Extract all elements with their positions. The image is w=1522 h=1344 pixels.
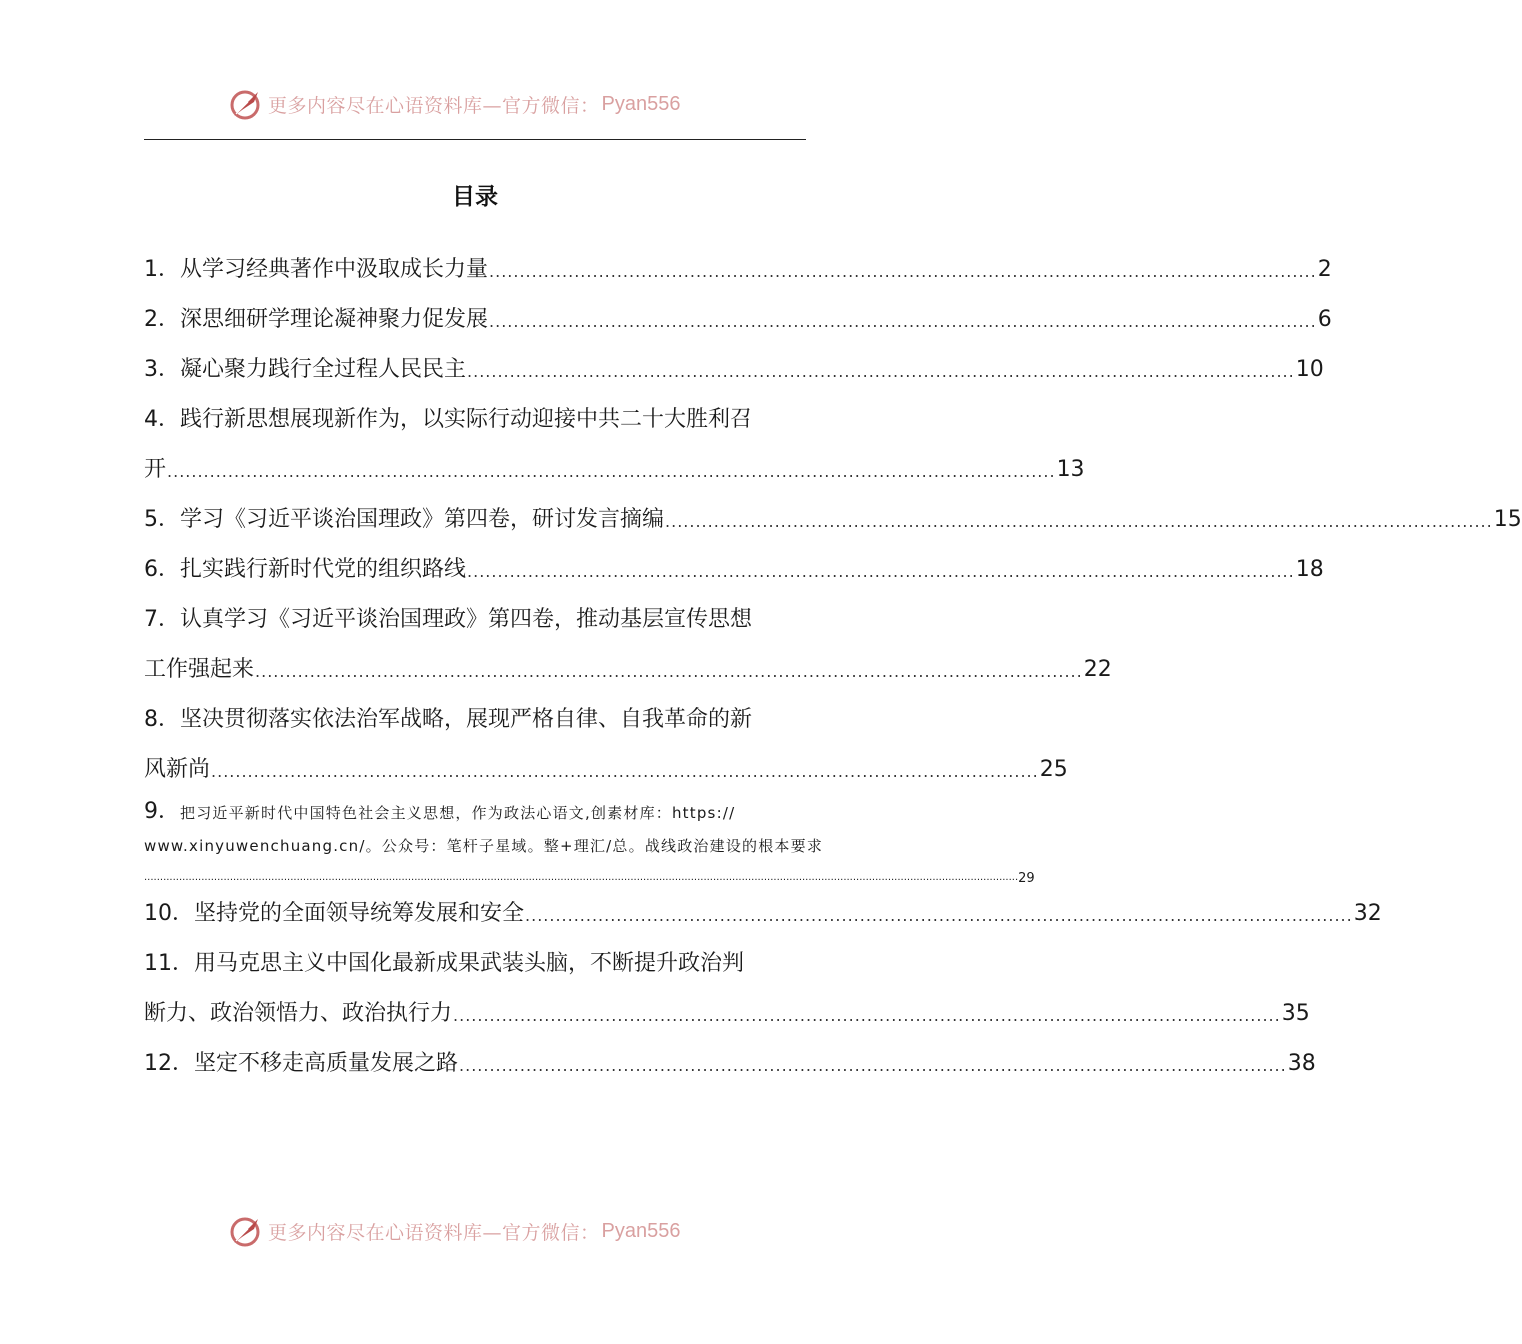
entry-number: 3． — [144, 357, 180, 382]
entry-page: 18 — [1295, 557, 1324, 582]
entry-title: 坚决贯彻落实依法治军战略，展现严格自律、自我革命的新 — [180, 707, 753, 732]
entry-page: 35 — [1281, 1001, 1310, 1026]
table-of-contents — [144, 245, 1522, 1089]
toc-entry-8[interactable] — [144, 695, 1068, 795]
entry-page: 13 — [1056, 457, 1085, 482]
entry-title: 坚定不移走高质量发展之路 — [194, 1051, 459, 1076]
dot-leader: ........................................................................................................................................ — [467, 562, 1295, 581]
toc-entry-2[interactable] — [144, 295, 1332, 345]
entry-number: 1． — [144, 257, 180, 282]
entry-title: 坚持党的全面领导统筹发展和安全 — [194, 901, 525, 926]
entry-number: 6． — [144, 557, 180, 582]
dot-leader: ........................................................................................................................................ — [525, 906, 1353, 925]
entry-title: 用马克思主义中国化最新成果武装头脑，不断提升政治判 — [194, 951, 745, 976]
toc-entry-6[interactable] — [144, 545, 1324, 595]
quill-logo-icon — [228, 86, 264, 122]
dot-leader: ........................................................................................................................................ — [665, 512, 1493, 531]
entry-title: 凝心聚力践行全过程人民民主 — [180, 357, 467, 382]
dot-leader: ........................................................................................................................................ — [211, 762, 1039, 781]
entry-number: 4． — [144, 407, 180, 432]
toc-entry-5[interactable] — [144, 495, 1522, 545]
entry-title-cont: 断力、政治领悟力、政治执行力 — [144, 1001, 453, 1026]
entry-number: 12． — [144, 1051, 194, 1076]
dot-leader: ........................................................................................................................................ — [255, 662, 1083, 681]
toc-entry-9[interactable] — [144, 795, 1035, 889]
entry-title: 学习《习近平谈治国理政》第四卷，研讨发言摘编 — [180, 507, 665, 532]
watermark-text: 更多内容尽在心语资料库—官方微信： — [268, 94, 600, 117]
entry-page: 10 — [1295, 357, 1324, 382]
entry-number: 5． — [144, 507, 180, 532]
watermark-id: Pyan556 — [601, 1219, 681, 1242]
entry-page: 29 — [1018, 871, 1035, 886]
entry-number: 7． — [144, 607, 180, 632]
dot-leader: ........................................................................................................................................ — [459, 1056, 1287, 1075]
entry-page: 38 — [1287, 1051, 1316, 1076]
toc-entry-11[interactable] — [144, 939, 1310, 1039]
quill-logo-icon — [228, 1213, 264, 1249]
entry-title: 从学习经典著作中汲取成长力量 — [180, 257, 489, 282]
entry-page: 22 — [1083, 657, 1112, 682]
toc-entry-4[interactable] — [144, 395, 1085, 495]
watermark-id: Pyan556 — [601, 92, 681, 115]
entry-title: 深思细研学理论凝神聚力促发展 — [180, 307, 489, 332]
toc-entry-12[interactable] — [144, 1039, 1316, 1089]
entry-page: 32 — [1353, 901, 1382, 926]
header-watermark — [228, 84, 748, 124]
toc-entry-3[interactable] — [144, 345, 1324, 395]
entry-title: 扎实践行新时代党的组织路线 — [180, 557, 467, 582]
dot-leader: ........................................................................................................................................ — [489, 312, 1317, 331]
entry-number: 2． — [144, 307, 180, 332]
entry-page: 25 — [1039, 757, 1068, 782]
entry-number: 8． — [144, 707, 180, 732]
entry-number: 9． — [144, 799, 180, 824]
dot-leader: ................................................................................................................................................................................................................................................................................... — [144, 872, 1019, 883]
page-title: 目录 — [452, 184, 498, 210]
toc-entry-10[interactable] — [144, 889, 1382, 939]
entry-title-cont: 开 — [144, 457, 167, 482]
dot-leader: ........................................................................................................................................ — [467, 362, 1295, 381]
dot-leader: ........................................................................................................................................ — [489, 262, 1317, 281]
entry-title: 把习近平新时代中国特色社会主义思想，作为政法心语文,创素材库：https:// — [180, 804, 736, 822]
entry-page: 15 — [1493, 507, 1522, 532]
entry-title-cont: 风新尚 — [144, 757, 211, 782]
footer-watermark — [228, 1211, 748, 1251]
entry-page: 2 — [1317, 257, 1332, 282]
header-rule — [144, 139, 806, 140]
entry-title: 认真学习《习近平谈治国理政》第四卷，推动基层宣传思想 — [180, 607, 753, 632]
entry-number: 10． — [144, 901, 194, 926]
entry-title-cont: www.xinyuwenchuang.cn/。公众号：笔杆子星域。整+理汇/总。战线政治建设的根本要求 — [144, 837, 824, 855]
toc-entry-7[interactable] — [144, 595, 1112, 695]
dot-leader: ........................................................................................................................................ — [453, 1006, 1281, 1025]
toc-entry-1[interactable] — [144, 245, 1332, 295]
watermark-text: 更多内容尽在心语资料库—官方微信： — [268, 1221, 600, 1244]
entry-title-cont: 工作强起来 — [144, 657, 255, 682]
entry-title: 践行新思想展现新作为，以实际行动迎接中共二十大胜利召 — [180, 407, 753, 432]
entry-number: 11． — [144, 951, 194, 976]
dot-leader: .................................................................................................................................................. — [167, 462, 1056, 481]
entry-page: 6 — [1317, 307, 1332, 332]
